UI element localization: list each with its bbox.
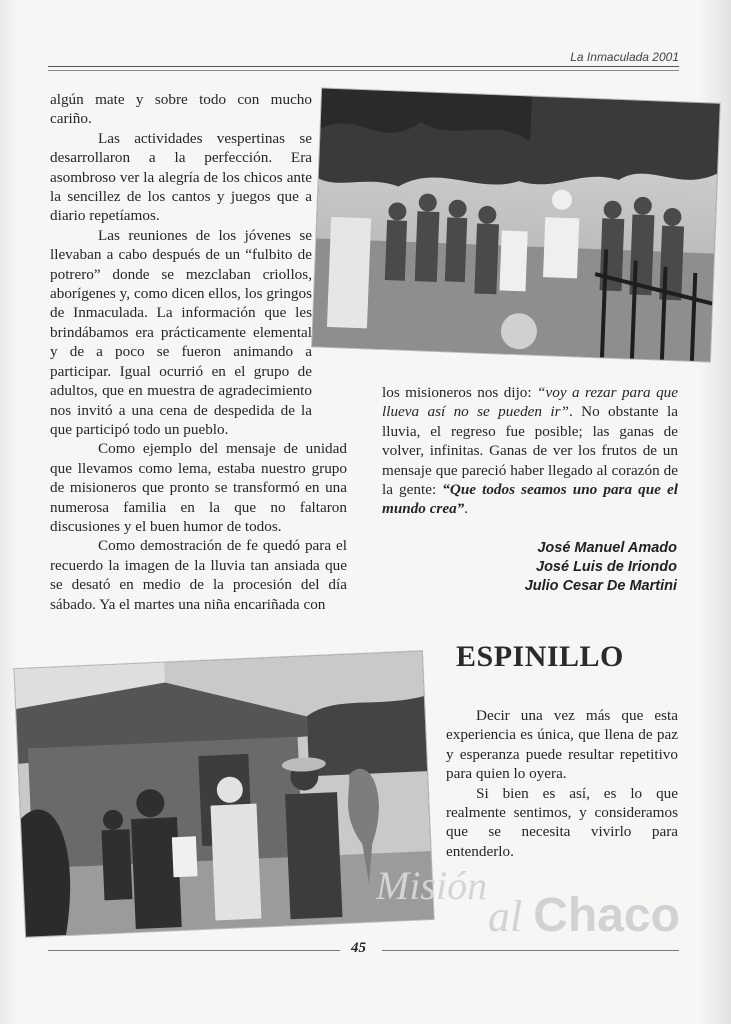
mission-motto: “Que todos seamos uno para que el mundo crea” [382,481,678,518]
left-text-column [50,90,347,614]
procession-photo [312,88,720,361]
espinillo-paragraph: Decir una vez más que esta experiencia es única, que llena de paz y esperanza puede resultar repetitivo para quien lo oyera. [446,707,678,783]
espinillo-text [446,706,678,861]
header-title: La Inmaculada 2001 [570,50,679,64]
page-number: 45 [351,940,366,956]
header-rule-thin [48,70,679,71]
family-photo-image [14,651,433,937]
running-header [48,50,679,64]
watermark-al: al [488,892,523,941]
signature-author: Julio Cesar De Martini [524,578,677,594]
right-column-lead: los misioneros nos dijo: [382,384,538,401]
right-text-column [382,383,678,519]
watermark-al-chaco [488,888,680,943]
footer-rule-right [382,950,679,951]
body-paragraph: Como ejemplo del mensaje de unidad que llevamos como lema, estaba nuestro grupo de misioneros que pronto se transformó en una numerosa familia en la que no faltaron discusiones y el buen humor de todos. [50,440,347,535]
signature-author: José Manuel Amado [537,540,677,556]
body-paragraph: Como demostración de fe quedó para el recuerdo la imagen de la lluvia tan ansiada que se desató en medio de la procesión del día sábado. Ya el martes una niña encariñada con [50,537,347,613]
body-paragraph: algún mate y sobre todo con mucho cariño. [50,91,312,128]
child-quote: “voy a rezar para que llueva así no se pueden ir” [382,384,678,421]
signature-author: José Luis de Iriondo [536,559,677,575]
watermark-chaco: Chaco [533,889,680,942]
body-paragraph: Las reuniones de los jóvenes se llevaban a cabo después de un “fulbito de potrero” donde se mezclaban criollos, aborígenes y, como dicen ellos, los gringos de Inmaculada. La información que les brindábamos era prácticamente elemental y de a poco se fueron animando a participar. Igual ocurrió en el grupo de adultos, que en muestra de agradecimiento nos invitó a una cena de despedida de la que participó todo un pueblo. [50,226,312,438]
procession-photo-image [312,88,720,361]
body-paragraph: Las actividades vespertinas se desarrollaron a la perfección. Era asombroso ver la alegría de los chicos ante la sencillez de los cantos y juegos que a diario repetíamos. [50,129,312,225]
footer-rule-left [48,950,340,951]
watermark-mision: Misión [376,863,488,908]
right-column-body: . No obstante la lluvia, el regreso fue posible; las ganas de volver, infinitas. Ganas de ver los frutos de un mensaje que pareció haber llegado al corazón de la gente: [382,403,678,499]
family-photo [14,651,433,937]
right-column-end: . [464,500,469,518]
header-rule [48,66,679,67]
espinillo-paragraph: Si bien es así, es lo que realmente sentimos, y consideramos que se necesita vivirlo para entenderlo. [446,784,678,860]
section-title: ESPINILLO [456,640,624,673]
